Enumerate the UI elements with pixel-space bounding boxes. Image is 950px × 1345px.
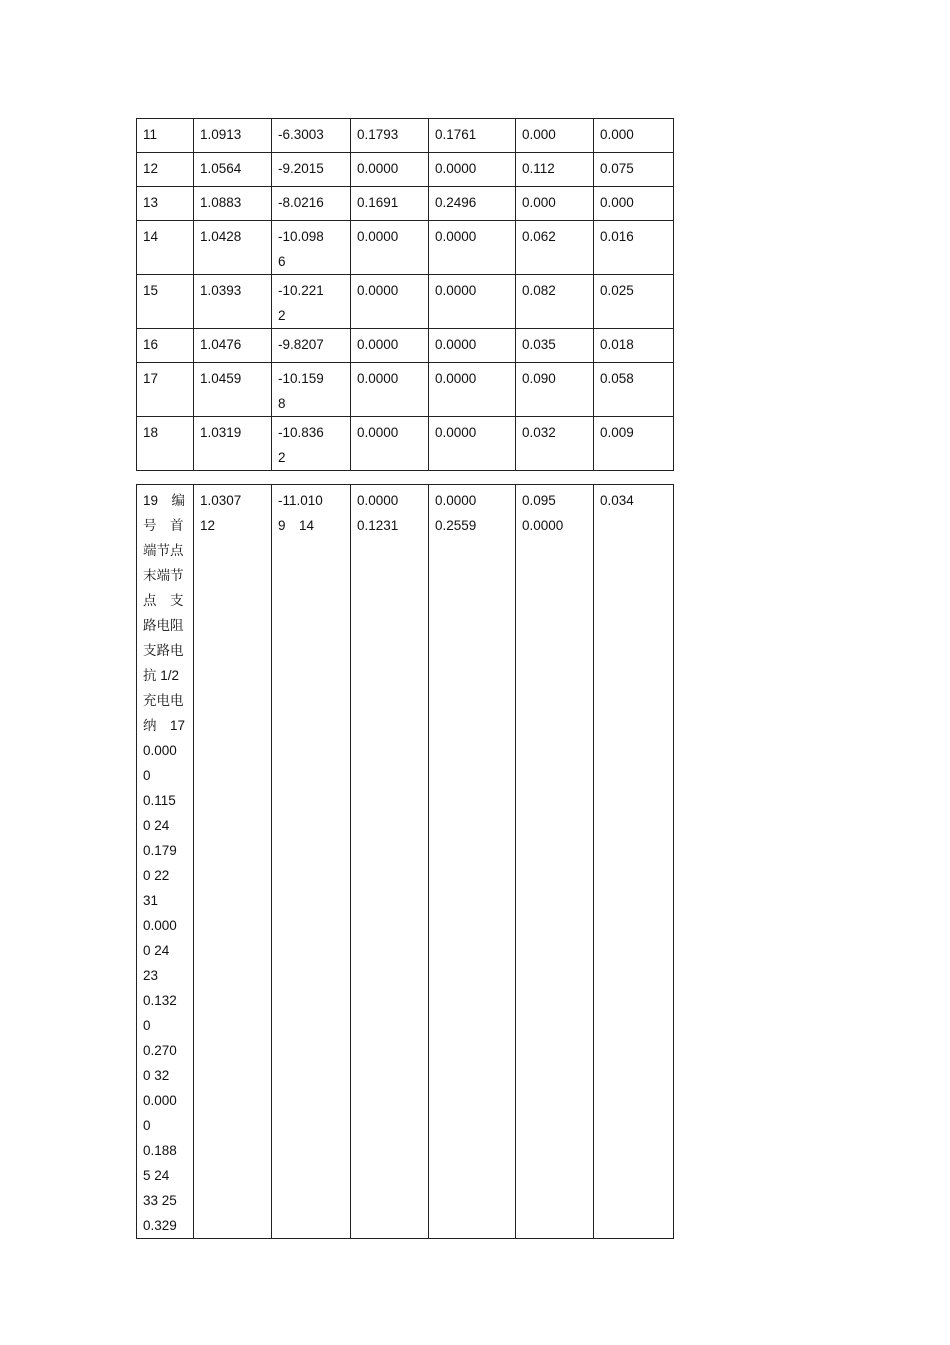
- table-cell: 1.0476: [194, 329, 272, 363]
- table-cell: -9.8207: [272, 329, 351, 363]
- table-cell: 13: [137, 187, 194, 221]
- table-cell: 0.0000: [351, 275, 429, 329]
- table-cell: 0.0000: [351, 329, 429, 363]
- table-row: [137, 187, 674, 221]
- table-cell: 0.0000: [351, 417, 429, 471]
- table-cell: 1.0459: [194, 363, 272, 417]
- table-cell: 0.000: [516, 187, 594, 221]
- table-cell: 0.2496: [429, 187, 516, 221]
- table-cell: 0.032: [516, 417, 594, 471]
- table-cell: 0.0000: [429, 153, 516, 187]
- table-cell: 0.0000: [429, 275, 516, 329]
- table-cell: 0.0000: [351, 153, 429, 187]
- table-cell: 1.0319: [194, 417, 272, 471]
- table-cell: 0.000: [594, 119, 674, 153]
- table-cell: 0.0000: [351, 363, 429, 417]
- table-cell: 0.0000 0.1231: [351, 485, 429, 1239]
- table-cell: 0.1761: [429, 119, 516, 153]
- table-cell: -8.0216: [272, 187, 351, 221]
- table-cell: 11: [137, 119, 194, 153]
- table-cell: 12: [137, 153, 194, 187]
- table-cell: 0.090: [516, 363, 594, 417]
- table-cell: -10.098 6: [272, 221, 351, 275]
- table-cell: 1.0913: [194, 119, 272, 153]
- table-cell: -10.221 2: [272, 275, 351, 329]
- table-cell: 1.0883: [194, 187, 272, 221]
- table-cell: 0.082: [516, 275, 594, 329]
- table-cell: 0.0000: [429, 221, 516, 275]
- table-cell: 0.0000: [429, 363, 516, 417]
- table-cell: 17: [137, 363, 194, 417]
- table-row: [137, 153, 674, 187]
- table-cell: 0.025: [594, 275, 674, 329]
- table-cell: 0.0000 0.2559: [429, 485, 516, 1239]
- table-cell: 0.095 0.0000: [516, 485, 594, 1239]
- table-cell: 16: [137, 329, 194, 363]
- bus-data-table: [136, 118, 674, 471]
- table-cell: -11.010 9 14: [272, 485, 351, 1239]
- table-row: [137, 221, 674, 275]
- table-cell: -9.2015: [272, 153, 351, 187]
- table-cell: 18: [137, 417, 194, 471]
- table-cell: 19 编 号 首 端节点 末端节 点 支 路电阻 支路电 抗 1/2 充电电 纳 17 0.000 0 0.115 0 24 0.179 0 22 31 0.000 0 24 23 0.132 0 0.270 0 32 0.000 0 0.188 5 24 33 25 0.329: [137, 485, 194, 1239]
- table-cell: 0.1793: [351, 119, 429, 153]
- table-row: [137, 417, 674, 471]
- table-cell: 0.009: [594, 417, 674, 471]
- table-cell: 0.058: [594, 363, 674, 417]
- table-cell: 0.0000: [351, 221, 429, 275]
- table-cell: 1.0393: [194, 275, 272, 329]
- bus-data-table-body: [137, 119, 674, 471]
- table-row: [137, 275, 674, 329]
- table-cell: 1.0307 12: [194, 485, 272, 1239]
- table-cell: 0.0000: [429, 417, 516, 471]
- table-cell: 0.016: [594, 221, 674, 275]
- table-cell: 0.000: [594, 187, 674, 221]
- table-cell: 0.062: [516, 221, 594, 275]
- table-cell: 0.034: [594, 485, 674, 1239]
- bus-branch-data-table: [136, 484, 674, 1239]
- table-cell: 0.035: [516, 329, 594, 363]
- table-cell: 0.0000: [429, 329, 516, 363]
- table-cell: 0.112: [516, 153, 594, 187]
- table-row: [137, 119, 674, 153]
- table-row: [137, 329, 674, 363]
- table-row: [137, 485, 674, 1239]
- table-cell: 14: [137, 221, 194, 275]
- table-cell: 0.018: [594, 329, 674, 363]
- table-cell: 0.075: [594, 153, 674, 187]
- table-cell: -10.159 8: [272, 363, 351, 417]
- table-cell: -6.3003: [272, 119, 351, 153]
- table-cell: 15: [137, 275, 194, 329]
- table-cell: 1.0564: [194, 153, 272, 187]
- table-cell: -10.836 2: [272, 417, 351, 471]
- table-cell: 1.0428: [194, 221, 272, 275]
- table-row: [137, 363, 674, 417]
- table-cell: 0.1691: [351, 187, 429, 221]
- table-cell: 0.000: [516, 119, 594, 153]
